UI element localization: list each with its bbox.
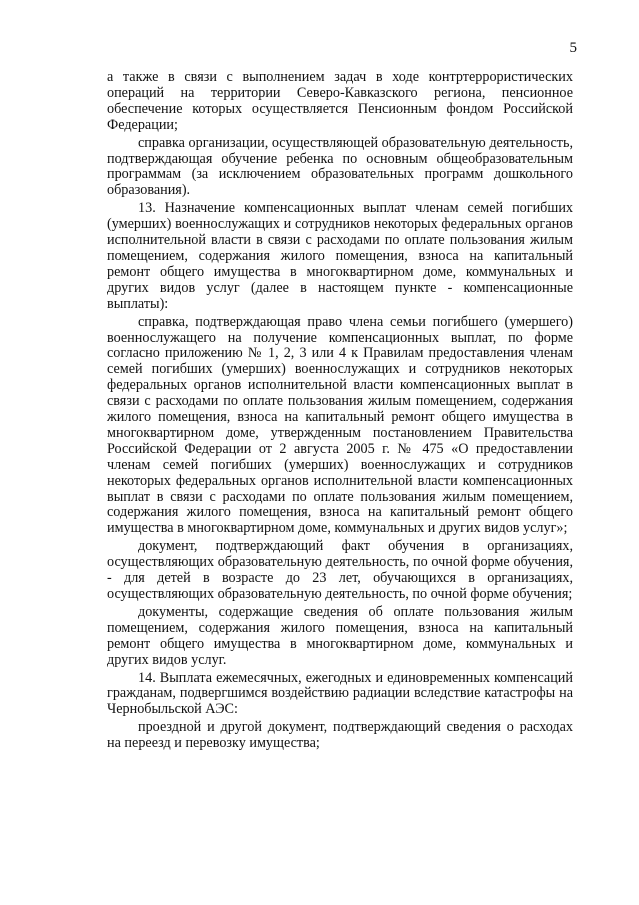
- paragraph-study-document: документ, подтверждающий факт обучения в организациях, осуществляющих образовательную деятельность, по очной форме обучения, - для детей в возрасте до 23 лет, обучающихся в организациях, осуществляющих образовательную деятельность, по очной форме обучения;: [107, 538, 573, 602]
- paragraph-payment-documents: документы, содержащие сведения об оплате пользования жилым помещением, содержания жилого помещения, взноса на капитальный ремонт общего имущества в многоквартирном доме, коммунальных и других видов услуг.: [107, 603, 573, 668]
- paragraph-item-13: 13. Назначение компенсационных выплат членам семей погибших (умерших) военнослужащих и сотрудников некоторых федеральных органов исполнительной власти в связи с расходами по оплате пользования жилым помещением, содержания жилого помещения, взноса на капитальный ремонт общего имущества в многоквартирном доме, коммунальных и других видов услуг (далее в настоящем пункте - компенсационные выплаты):: [107, 200, 573, 312]
- paragraph-travel-document: проездной и другой документ, подтверждающий сведения о расходах на переезд и перевозку имущества;: [107, 719, 573, 752]
- page-number: 5: [569, 40, 577, 56]
- paragraph-continuation: а также в связи с выполнением задач в ходе контртеррористических операций на территории Северо-Кавказского региона, пенсионное обеспечение которых осуществляется Пенсионным фондом Российской Федерации;: [107, 69, 573, 133]
- document-body: [107, 70, 573, 754]
- paragraph-education-certificate: справка организации, осуществляющей образовательную деятельность, подтверждающая обучение ребенка по основным общеобразовательным программам (за исключением образовательных программ дошкольного образования).: [107, 134, 573, 199]
- paragraph-family-certificate: справка, подтверждающая право члена семьи погибшего (умершего) военнослужащего на получение компенсационных выплат, по форме согласно приложению № 1, 2, 3 или 4 к Правилам предоставления членам семей погибших (умерших) военнослужащих и сотрудников некоторых федеральных органов исполнительной власти компенсационных выплат в связи с расходами по оплате пользования жилым помещением, содержания жилого помещения, взноса на капитальный ремонт общего имущества в многоквартирном доме, утвержденным постановлением Правительства Российской Федерации от 2 августа 2005 г. № 475 «О предоставлении членам семей погибших (умерших) военнослужащих и сотрудников некоторых федеральных органов исполнительной власти компенсационных выплат в связи с расходами по оплате пользования жилым помещением, содержания жилого помещения, взноса на капитальный ремонт общего имущества в многоквартирном доме, коммунальных и других видов услуг»;: [107, 313, 573, 537]
- paragraph-item-14: 14. Выплата ежемесячных, ежегодных и единовременных компенсаций гражданам, подвергшимся воздействию радиации вследствие катастрофы на Чернобыльской АЭС:: [107, 669, 573, 718]
